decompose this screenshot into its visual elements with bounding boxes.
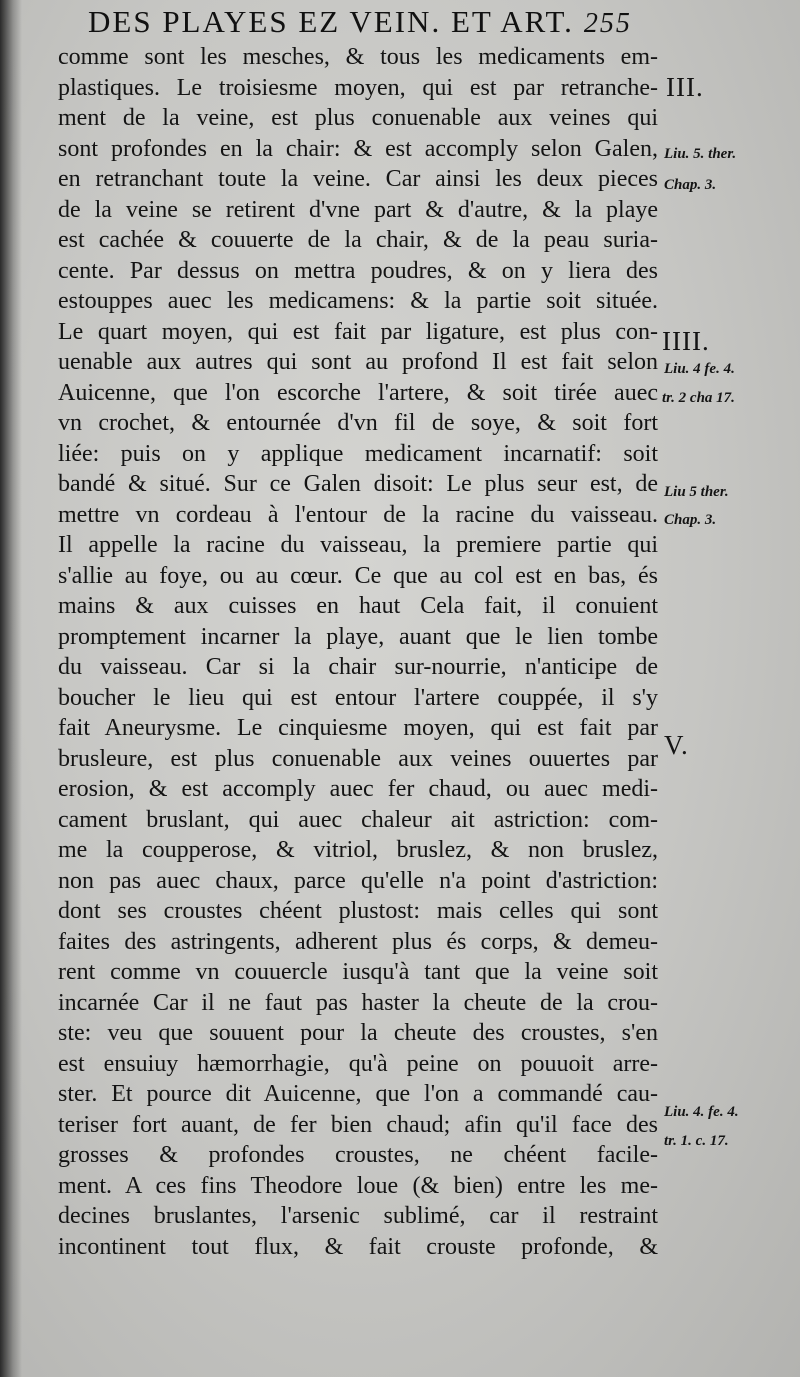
- text-line: cente. Par dessus on mettra poudres, & on y liera des: [58, 257, 658, 284]
- text-line: est ensuiuy hæmorrhagie, qu'à peine on pouuoit arre-: [58, 1050, 658, 1077]
- text-line: incontinent tout flux, & fait crouste profonde, &: [58, 1233, 658, 1260]
- text-line: sont profondes en la chair: & est accomply selon Galen,: [58, 135, 658, 162]
- text-line: dont ses croustes chéent plustost: mais celles qui sont: [58, 898, 658, 924]
- running-head-title: DES PLAYES EZ VEIN. ET ART.: [88, 4, 574, 39]
- text-line: erosion, & est accomply auec fer chaud, ou auec medi-: [58, 776, 658, 802]
- text-line: ste: veu que souuent pour la cheute des croustes, s'en: [58, 1020, 658, 1046]
- body-text: [58, 42, 658, 1262]
- text-line: ment de la veine, est plus conuenable aux veines qui: [58, 105, 658, 131]
- text-line: non pas auec chaux, parce qu'elle n'a point d'astriction:: [58, 867, 658, 894]
- text-line: Auicenne, que l'on escorche l'artere, & soit tirée auec: [58, 379, 658, 406]
- margin-note-citation: Liu. 5. ther.: [664, 146, 737, 162]
- text-line: bandé & situé. Sur ce Galen disoit: Le plus seur est, de: [58, 471, 658, 497]
- margin-note-fifth-method: V.: [664, 730, 689, 760]
- text-line: cament bruslant, qui auec chaleur ait astriction: com-: [58, 806, 658, 833]
- margin-note-citation: Liu. 4. fe. 4.: [664, 1104, 739, 1120]
- margin-note-citation: tr. 1. c. 17.: [664, 1133, 729, 1149]
- text-line: plastiques. Le troisiesme moyen, qui est par retranche-: [58, 74, 658, 101]
- text-line: incarnée Car il ne faut pas haster la cheute de la crou-: [58, 989, 658, 1016]
- margin-note-third-method: III.: [666, 72, 704, 102]
- text-line: mains & aux cuisses en haut Cela fait, il conuient: [58, 593, 658, 619]
- text-line: Il appelle la racine du vaisseau, la premiere partie qui: [58, 532, 658, 558]
- text-line: ment. A ces fins Theodore loue (& bien) entre les me-: [58, 1172, 658, 1199]
- margin-note-citation: Liu. 4 fe. 4.: [664, 361, 735, 377]
- text-line: brusleure, est plus conuenable aux veines ouuertes par: [58, 745, 658, 772]
- text-line: promptement incarner la playe, auant que le lien tombe: [58, 623, 658, 650]
- text-line: grosses & profondes croustes, ne chéent facile-: [58, 1142, 658, 1168]
- text-line: liée: puis on y applique medicament incarnatif: soit: [58, 440, 658, 467]
- text-line: comme sont les mesches, & tous les medicaments em-: [58, 44, 658, 70]
- text-line: de la veine se retirent d'vne part & d'autre, & la playe: [58, 196, 658, 223]
- page-number: 255: [583, 8, 632, 39]
- text-line: en retranchant toute la veine. Car ainsi les deux pieces: [58, 166, 658, 192]
- text-line: decines bruslantes, l'arsenic sublimé, car il restraint: [58, 1203, 658, 1229]
- margin-note-citation: tr. 2 cha 17.: [662, 390, 735, 406]
- text-line: Le quart moyen, qui est fait par ligature, est plus con-: [58, 318, 658, 345]
- text-line: vn crochet, & entournée d'vn fil de soye, & soit fort: [58, 410, 658, 436]
- text-line: rent comme vn couuercle iusqu'à tant que la veine soit: [58, 959, 658, 985]
- text-line: du vaisseau. Car si la chair sur-nourrie, n'anticipe de: [58, 654, 658, 680]
- running-head: [88, 4, 788, 44]
- text-line: teriser fort auant, de fer bien chaud; afin qu'il face des: [58, 1111, 658, 1138]
- margin-note-fourth-method: IIII.: [662, 326, 710, 356]
- text-line: s'allie au foye, ou au cœur. Ce que au col est en bas, és: [58, 562, 658, 589]
- margin-note-citation: Liu 5 ther.: [664, 484, 729, 500]
- text-line: boucher le lieu qui est entour l'artere couppée, il s'y: [58, 684, 658, 711]
- text-line: ster. Et pource dit Auicenne, que l'on a commandé cau-: [58, 1081, 658, 1107]
- margin-note-citation: Chap. 3.: [664, 512, 717, 528]
- text-line: fait Aneurysme. Le cinquiesme moyen, qui est fait par: [58, 715, 658, 741]
- gutter-shadow: [0, 0, 22, 1377]
- margin-note-citation: Chap. 3.: [664, 177, 717, 193]
- text-line: faites des astringents, adherent plus és corps, & demeu-: [58, 928, 658, 955]
- text-line: estouppes auec les medicamens: & la partie soit située.: [58, 288, 658, 314]
- text-line: me la coupperose, & vitriol, bruslez, & non bruslez,: [58, 837, 658, 863]
- text-line: est cachée & couuerte de la chair, & de la peau suria-: [58, 227, 658, 253]
- text-line: uenable aux autres qui sont au profond Il est fait selon: [58, 349, 658, 375]
- text-line: mettre vn cordeau à l'entour de la racine du vaisseau.: [58, 501, 658, 528]
